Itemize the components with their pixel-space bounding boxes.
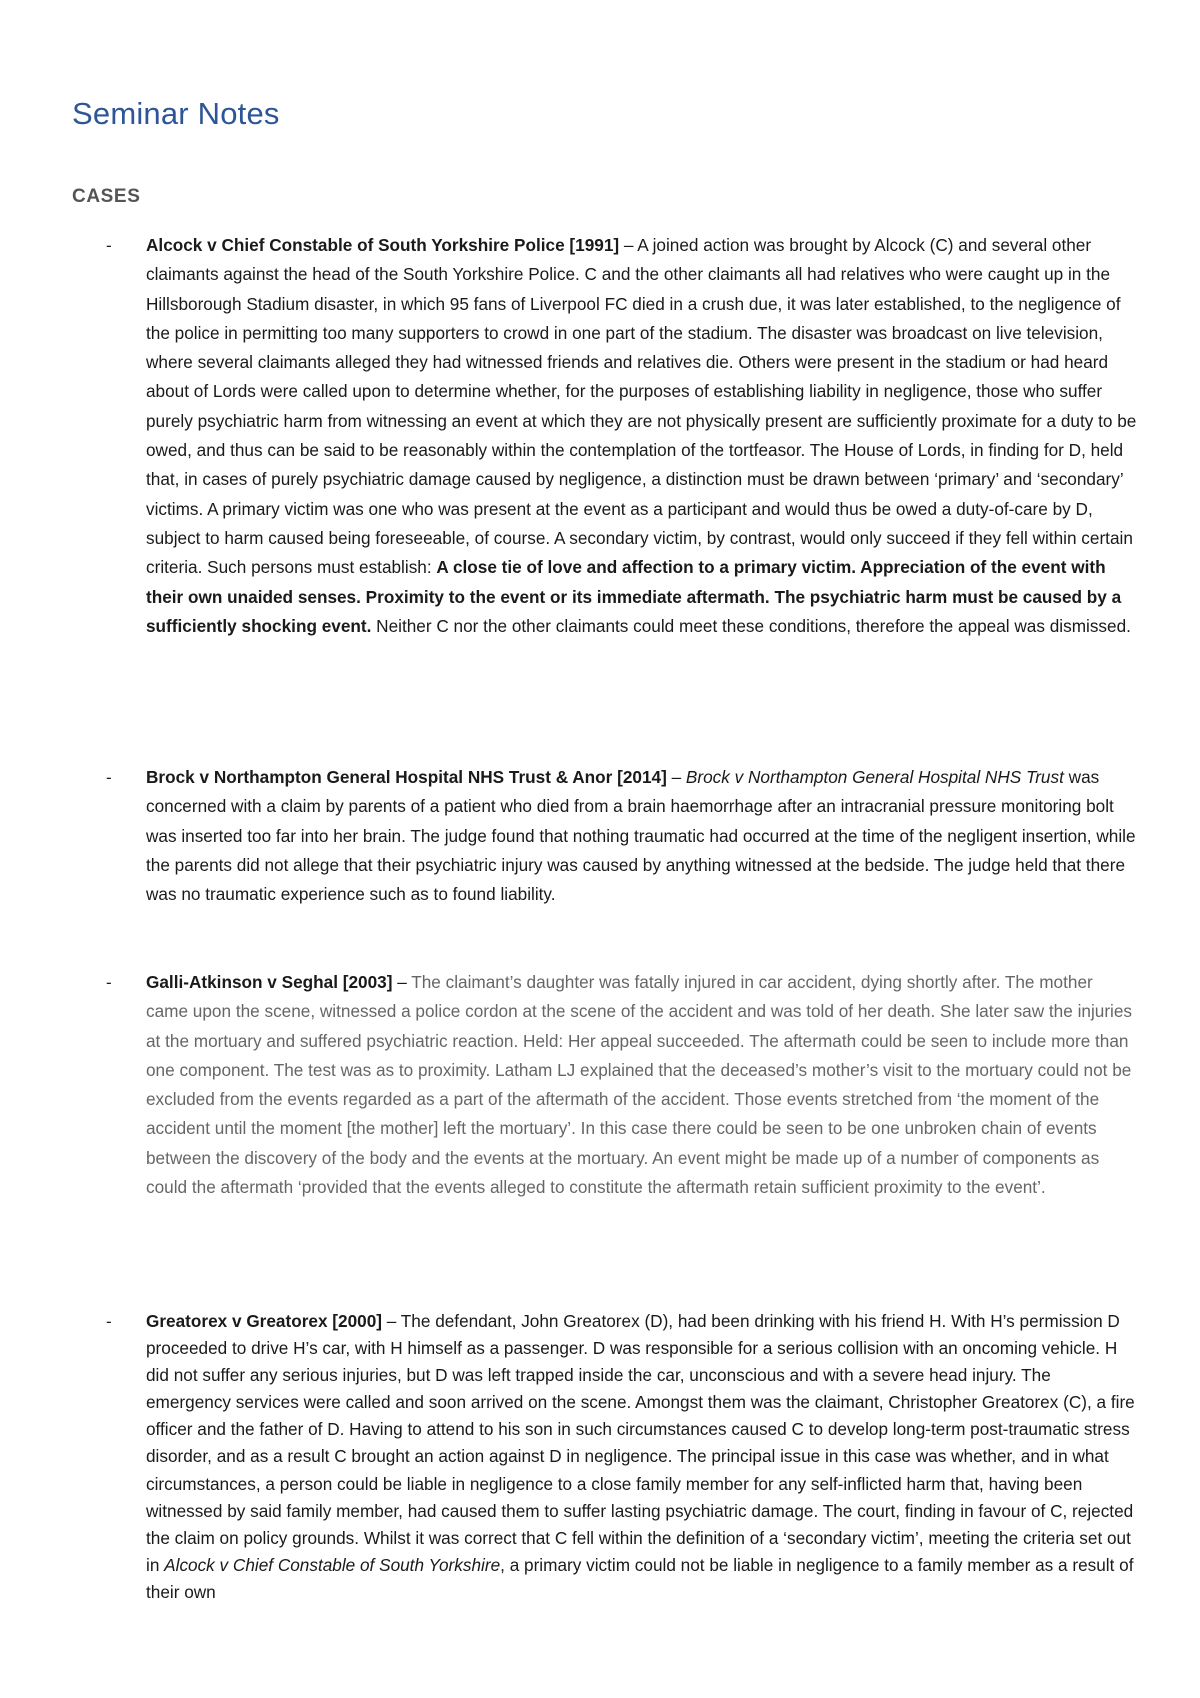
case-separator: –: [381, 1311, 401, 1331]
case-item-alcock: [108, 231, 1138, 641]
case-text: [146, 1308, 1138, 1606]
case-body: A joined action was brought by Alcock (C) and several other claimants against the head of the South Yorkshire Police. C and the other claimants all had relatives who were caught up in the Hillsborough Stadium disaster, in which 95 fans of Liverpool FC died in a crush due, it was later established, to the negligence of the police in permitting too many supporters to crowd in one part of the stadium. The disaster was broadcast on live television, where several claimants alleged they had witnessed friends and relatives die. Others were present in the stadium or had heard about of Lords were called upon to determine whether, for the purposes of establishing liability in negligence, those who suffer purely psychiatric harm from witnessing an event at which they are not physically present are sufficiently proximate for a duty to be owed, and thus can be said to be reasonably within the contemplation of the tortfeasor. The House of Lords, in finding for D, held that, in cases of purely psychiatric damage caused by negligence, a distinction must be drawn between ‘primary’ and ‘secondary’ victims. A primary victim was one who was present at the event as a participant and would thus be owed a duty-of-care by D, subject to harm caused being foreseeable, of course. A secondary victim, by contrast, would only succeed if they fell within certain criteria. Such persons must establish:: [146, 235, 1137, 578]
case-text: [146, 763, 1138, 909]
list-bullet: -: [106, 973, 112, 992]
case-item-greatorex: [108, 1308, 1138, 1606]
case-reference: Brock v Northampton General Hospital NHS Trust: [685, 767, 1064, 787]
document-title: Seminar Notes: [72, 96, 280, 131]
case-body: was concerned with a claim by parents of a patient who died from a brain haemorrhage after an intracranial pressure monitoring bolt was inserted too far into her brain. The judge found that nothing traumatic had occurred at the time of the negligent insertion, while the parents did not allege that their psychiatric injury was caused by anything witnessed at the bedside. The judge held that there was no traumatic experience such as to found liability.: [146, 767, 1136, 905]
case-body: The defendant, John Greatorex (D), had been drinking with his friend H. With H’s permission D proceeded to drive H’s car, with H himself as a passenger. D was responsible for a serious collision with an oncoming vehicle. H did not suffer any serious injuries, but D was left trapped inside the car, unconscious and with a severe head injury. The emergency services were called and soon arrived on the scene. Amongst them was the claimant, Christopher Greatorex (C), a fire officer and the father of D. Having to attend to his son in such circumstances caused C to develop long-term post-traumatic stress disorder, and as a result C brought an action against D in negligence. The principal issue in this case was whether, and in what circumstances, a person could be liable in negligence to a close family member for any self-inflicted harm that, having been witnessed by said family member, had caused them to suffer lasting psychiatric damage. The court, finding in favour of C, rejected the claim on policy grounds. Whilst it was correct that C fell within the definition of a ‘secondary victim’, meeting the criteria set out in: [146, 1311, 1135, 1575]
section-heading-cases: CASES: [72, 186, 141, 207]
secondary-victim-criteria: A close tie of love and affection to a primary victim. Appreciation of the event with their own unaided senses. Proximity to the event or its immediate aftermath. The psychiatric harm must be caused by a sufficiently shocking event.: [146, 557, 1122, 636]
list-bullet: -: [106, 1312, 112, 1331]
case-title: Greatorex v Greatorex [2000]: [146, 1311, 382, 1331]
case-separator: –: [619, 235, 638, 255]
case-conclusion: Neither C nor the other claimants could meet these conditions, therefore the appeal was dismissed.: [371, 615, 1131, 636]
case-text: [146, 968, 1138, 1202]
case-item-brock: [108, 763, 1138, 909]
case-item-galli-atkinson: [108, 968, 1138, 1202]
case-separator: –: [666, 767, 686, 787]
case-body-continued: , a primary victim could not be liable in negligence to a family member as a result of their own: [146, 1554, 1134, 1602]
case-body: The claimant’s daughter was fatally injured in car accident, dying shortly after. The mother came upon the scene, witnessed a police cordon at the scene of the accident and was told of her death. She later saw the injuries at the mortuary and suffered psychiatric reaction. Held: Her appeal succeeded. The aftermath could be seen to include more than one component. The test was as to proximity. Latham LJ explained that the deceased’s mother’s visit to the mortuary could not be excluded from the events regarded as a part of the aftermath of the accident. Those events stretched from ‘the moment of the accident until the moment [the mother] left the mortuary’. In this case there could be seen to be one unbroken chain of events between the discovery of the body and the events at the mortuary. An event might be made up of a number of components as could the aftermath ‘provided that the events alleged to constitute the aftermath retain sufficient proximity to the event’.: [146, 972, 1133, 1198]
list-bullet: -: [106, 236, 112, 255]
case-separator: –: [392, 972, 412, 992]
list-bullet: -: [106, 768, 112, 787]
case-text: [146, 231, 1138, 641]
case-title: Brock v Northampton General Hospital NHS Trust & Anor [2014]: [146, 767, 667, 787]
case-title: Alcock v Chief Constable of South Yorkshire Police [1991]: [146, 235, 620, 255]
case-title: Galli-Atkinson v Seghal [2003]: [146, 972, 393, 992]
case-reference: Alcock v Chief Constable of South Yorkshire: [164, 1554, 501, 1575]
